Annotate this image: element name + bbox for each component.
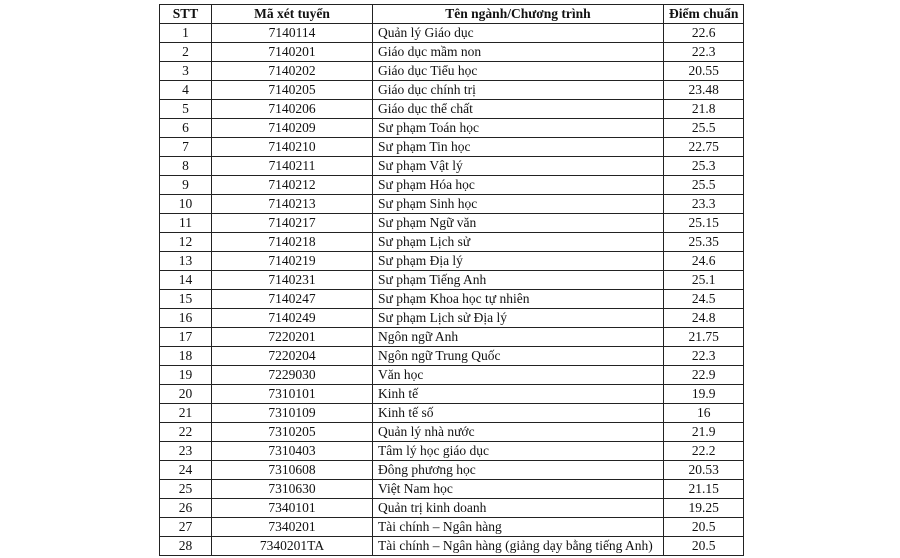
- cell-score: 25.35: [664, 233, 744, 252]
- cell-name: Tâm lý học giáo dục: [373, 442, 664, 461]
- cell-code: 7140202: [212, 62, 373, 81]
- table-row: [160, 518, 744, 537]
- table-row: [160, 119, 744, 138]
- cell-name: Giáo dục Tiểu học: [373, 62, 664, 81]
- admission-scores-table: [159, 4, 744, 556]
- cell-name: Giáo dục mầm non: [373, 43, 664, 62]
- table-row: [160, 309, 744, 328]
- cell-score: 25.5: [664, 176, 744, 195]
- cell-stt: 10: [160, 195, 212, 214]
- cell-code: 7310608: [212, 461, 373, 480]
- cell-score: 25.15: [664, 214, 744, 233]
- cell-name: Sư phạm Lịch sử Địa lý: [373, 309, 664, 328]
- cell-score: 21.8: [664, 100, 744, 119]
- cell-score: 21.75: [664, 328, 744, 347]
- cell-name: Đông phương học: [373, 461, 664, 480]
- cell-name: Sư phạm Ngữ văn: [373, 214, 664, 233]
- cell-score: 22.6: [664, 24, 744, 43]
- table-row: [160, 233, 744, 252]
- cell-score: 21.15: [664, 480, 744, 499]
- cell-stt: 6: [160, 119, 212, 138]
- table-row: [160, 271, 744, 290]
- cell-code: 7220201: [212, 328, 373, 347]
- cell-stt: 13: [160, 252, 212, 271]
- table-row: [160, 442, 744, 461]
- cell-name: Tài chính – Ngân hàng (giảng dạy bằng tiếng Anh): [373, 537, 664, 556]
- cell-name: Kinh tế số: [373, 404, 664, 423]
- cell-stt: 8: [160, 157, 212, 176]
- cell-score: 19.25: [664, 499, 744, 518]
- cell-code: 7140211: [212, 157, 373, 176]
- cell-code: 7310101: [212, 385, 373, 404]
- header-stt: STT: [160, 5, 212, 24]
- cell-stt: 4: [160, 81, 212, 100]
- cell-name: Quản trị kinh doanh: [373, 499, 664, 518]
- cell-code: 7140206: [212, 100, 373, 119]
- cell-score: 21.9: [664, 423, 744, 442]
- cell-name: Ngôn ngữ Anh: [373, 328, 664, 347]
- table-row: [160, 195, 744, 214]
- cell-name: Kinh tế: [373, 385, 664, 404]
- cell-stt: 14: [160, 271, 212, 290]
- cell-name: Sư phạm Toán học: [373, 119, 664, 138]
- cell-name: Sư phạm Tin học: [373, 138, 664, 157]
- cell-code: 7140213: [212, 195, 373, 214]
- table-row: [160, 480, 744, 499]
- cell-code: 7310109: [212, 404, 373, 423]
- table-row: [160, 214, 744, 233]
- table-row: [160, 138, 744, 157]
- cell-name: Sư phạm Khoa học tự nhiên: [373, 290, 664, 309]
- cell-name: Sư phạm Lịch sử: [373, 233, 664, 252]
- cell-code: 7140212: [212, 176, 373, 195]
- table-row: [160, 404, 744, 423]
- header-name: Tên ngành/Chương trình: [373, 5, 664, 24]
- cell-name: Sư phạm Vật lý: [373, 157, 664, 176]
- table-row: [160, 347, 744, 366]
- cell-stt: 11: [160, 214, 212, 233]
- cell-code: 7140209: [212, 119, 373, 138]
- cell-code: 7140210: [212, 138, 373, 157]
- cell-code: 7140114: [212, 24, 373, 43]
- cell-score: 22.2: [664, 442, 744, 461]
- table-row: [160, 499, 744, 518]
- cell-name: Văn học: [373, 366, 664, 385]
- table-row: [160, 81, 744, 100]
- cell-name: Giáo dục thể chất: [373, 100, 664, 119]
- cell-stt: 12: [160, 233, 212, 252]
- cell-code: 7140205: [212, 81, 373, 100]
- cell-score: 22.3: [664, 347, 744, 366]
- cell-stt: 20: [160, 385, 212, 404]
- cell-stt: 21: [160, 404, 212, 423]
- cell-stt: 15: [160, 290, 212, 309]
- cell-stt: 2: [160, 43, 212, 62]
- cell-stt: 3: [160, 62, 212, 81]
- cell-score: 20.53: [664, 461, 744, 480]
- cell-stt: 16: [160, 309, 212, 328]
- cell-stt: 9: [160, 176, 212, 195]
- cell-stt: 7: [160, 138, 212, 157]
- cell-score: 24.8: [664, 309, 744, 328]
- table-header: [160, 5, 744, 24]
- cell-name: Việt Nam học: [373, 480, 664, 499]
- cell-stt: 17: [160, 328, 212, 347]
- cell-name: Sư phạm Hóa học: [373, 176, 664, 195]
- table-row: [160, 43, 744, 62]
- table-row: [160, 385, 744, 404]
- cell-code: 7140219: [212, 252, 373, 271]
- cell-name: Tài chính – Ngân hàng: [373, 518, 664, 537]
- cell-score: 25.3: [664, 157, 744, 176]
- cell-code: 7310403: [212, 442, 373, 461]
- cell-score: 20.55: [664, 62, 744, 81]
- cell-code: 7140201: [212, 43, 373, 62]
- cell-score: 23.48: [664, 81, 744, 100]
- cell-score: 20.5: [664, 518, 744, 537]
- cell-name: Giáo dục chính trị: [373, 81, 664, 100]
- table-row: [160, 24, 744, 43]
- cell-stt: 23: [160, 442, 212, 461]
- cell-code: 7229030: [212, 366, 373, 385]
- cell-stt: 1: [160, 24, 212, 43]
- cell-score: 20.5: [664, 537, 744, 556]
- cell-score: 24.6: [664, 252, 744, 271]
- cell-code: 7310205: [212, 423, 373, 442]
- cell-stt: 22: [160, 423, 212, 442]
- cell-score: 23.3: [664, 195, 744, 214]
- cell-stt: 18: [160, 347, 212, 366]
- table-row: [160, 157, 744, 176]
- cell-code: 7140247: [212, 290, 373, 309]
- cell-stt: 5: [160, 100, 212, 119]
- cell-code: 7140217: [212, 214, 373, 233]
- table-row: [160, 423, 744, 442]
- cell-stt: 27: [160, 518, 212, 537]
- header-score: Điểm chuẩn: [664, 5, 744, 24]
- cell-code: 7340101: [212, 499, 373, 518]
- cell-stt: 26: [160, 499, 212, 518]
- cell-code: 7140218: [212, 233, 373, 252]
- cell-name: Quản lý nhà nước: [373, 423, 664, 442]
- cell-score: 22.9: [664, 366, 744, 385]
- table-row: [160, 62, 744, 81]
- header-code: Mã xét tuyển: [212, 5, 373, 24]
- cell-score: 22.75: [664, 138, 744, 157]
- cell-stt: 28: [160, 537, 212, 556]
- cell-score: 22.3: [664, 43, 744, 62]
- cell-name: Quản lý Giáo dục: [373, 24, 664, 43]
- cell-stt: 19: [160, 366, 212, 385]
- cell-code: 7220204: [212, 347, 373, 366]
- table-body: [160, 24, 744, 556]
- cell-code: 7310630: [212, 480, 373, 499]
- table-row: [160, 176, 744, 195]
- cell-stt: 25: [160, 480, 212, 499]
- cell-score: 25.1: [664, 271, 744, 290]
- cell-score: 16: [664, 404, 744, 423]
- table-row: [160, 252, 744, 271]
- cell-score: 19.9: [664, 385, 744, 404]
- cell-name: Sư phạm Sinh học: [373, 195, 664, 214]
- cell-score: 25.5: [664, 119, 744, 138]
- cell-code: 7140249: [212, 309, 373, 328]
- cell-code: 7140231: [212, 271, 373, 290]
- table-row: [160, 100, 744, 119]
- table-row: [160, 366, 744, 385]
- table-row: [160, 328, 744, 347]
- cell-score: 24.5: [664, 290, 744, 309]
- table-row: [160, 537, 744, 556]
- cell-name: Sư phạm Địa lý: [373, 252, 664, 271]
- cell-stt: 24: [160, 461, 212, 480]
- table-row: [160, 290, 744, 309]
- cell-name: Ngôn ngữ Trung Quốc: [373, 347, 664, 366]
- cell-name: Sư phạm Tiếng Anh: [373, 271, 664, 290]
- cell-code: 7340201TA: [212, 537, 373, 556]
- cell-code: 7340201: [212, 518, 373, 537]
- table-row: [160, 461, 744, 480]
- header-row: [160, 5, 744, 24]
